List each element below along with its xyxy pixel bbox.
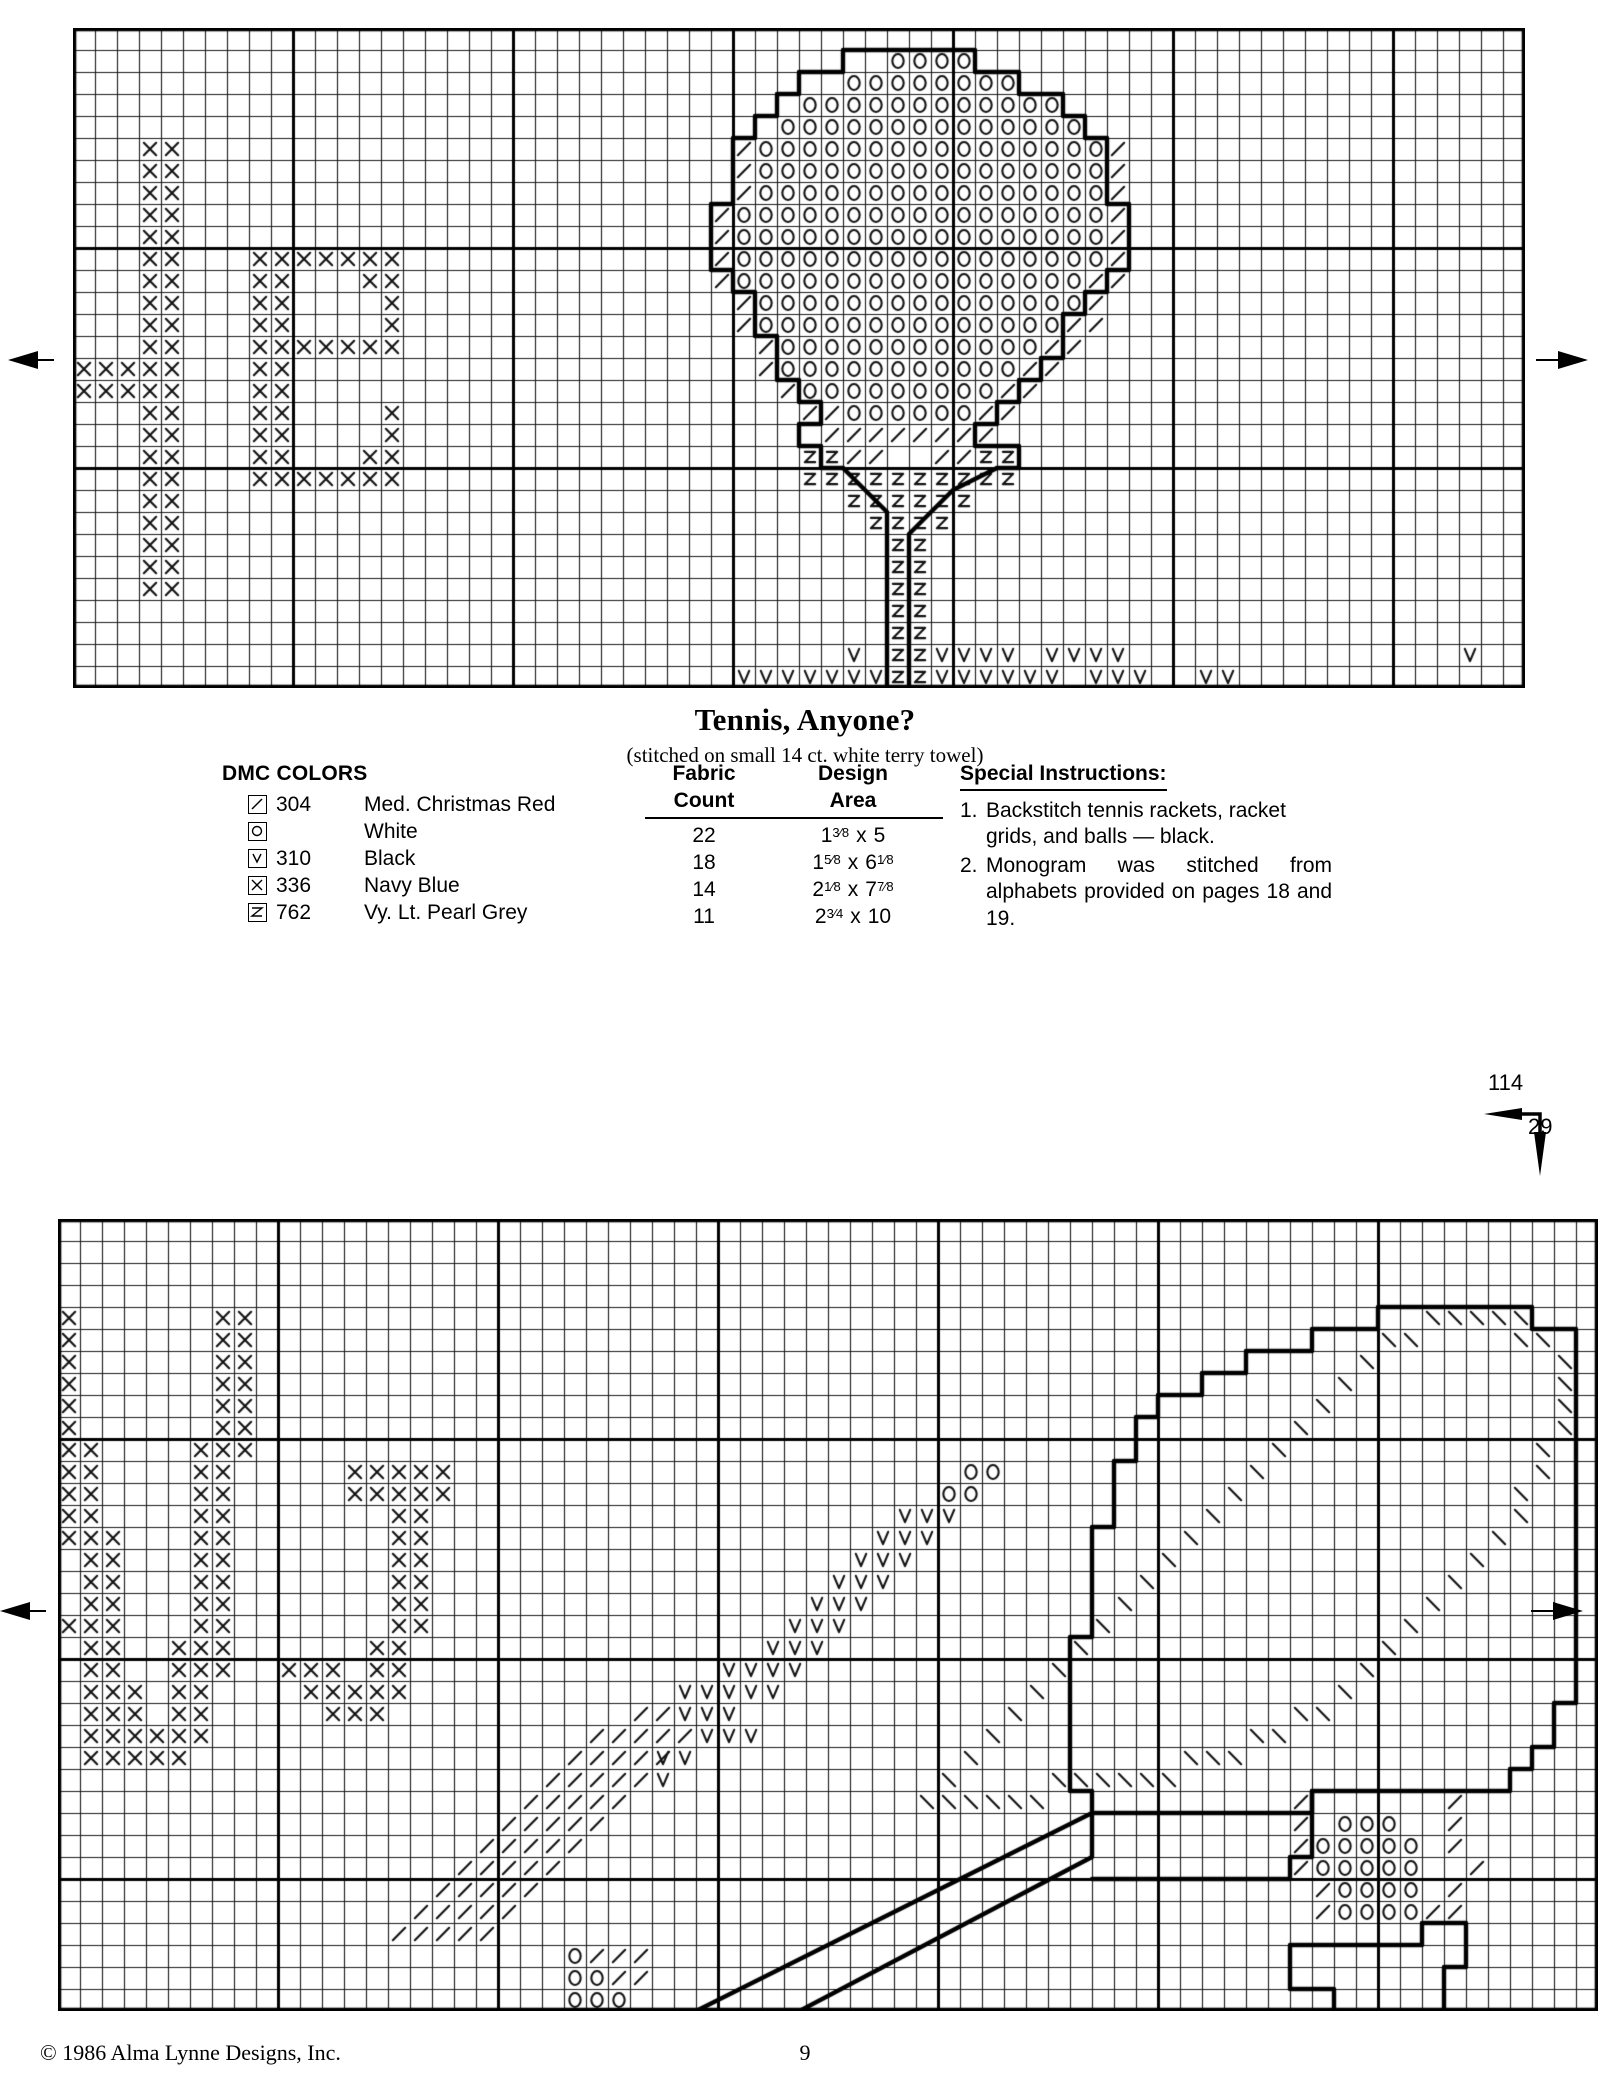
bottom-chart-center-arrow-left [0,1602,30,1620]
legend-row [222,791,555,818]
instruction-text: Monogram was stitched from alphabets provided on pages 18 and 19. [986,853,1332,930]
legend-color-name: White [364,819,418,843]
top-pattern-chart[interactable] [73,28,1525,688]
legend-color-name: Navy Blue [364,873,460,897]
instruction-item [960,798,1332,851]
legend-row [222,899,555,926]
stitch-count-marker [1478,1070,1598,1190]
fabric-count-header [645,762,763,819]
bottom-pattern-chart[interactable] [58,1219,1598,2011]
legend-dmc-number: 310 [276,846,312,870]
fabric-table-body [645,824,943,932]
design-area-header-line2: Area [763,789,943,819]
special-instructions [960,762,1332,934]
page-number: 9 [799,2040,811,2065]
legend-row [222,845,555,872]
page-footer [0,2040,1610,2070]
instructions-heading: Special Instructions: [960,762,1167,791]
top-chart-center-arrow-right [1558,351,1588,369]
fabric-design-table [645,762,943,932]
design-area-value: $2^{1⁄8}$ x $7^{7⁄8}$ [812,877,894,901]
instruction-item [960,853,1332,932]
fabric-table-row [645,878,943,905]
fabric-count-value: 22 [692,823,716,847]
fabric-count-header-line2: Count [645,789,763,819]
fabric-count-value: 14 [692,877,716,901]
stitch-count-width: 114 [1488,1070,1524,1095]
legend-row-list [222,791,555,926]
design-area-value: $2^{3⁄4}$ x 10 [814,904,892,928]
legend-dmc-number: 336 [276,873,312,897]
legend-dmc-number: 304 [276,792,312,816]
fabric-count-value: 18 [692,850,716,874]
top-chart-center-arrow-left [8,351,38,369]
stitch-count-height: 29 [1528,1114,1553,1139]
legend-dmc-number: 762 [276,900,312,924]
circle-symbol-icon [248,822,267,841]
instructions-list [960,798,1332,932]
fabric-table-row [645,905,943,932]
fabric-count-value: 11 [693,904,715,928]
design-area-value: $1^{3⁄8}$ x 5 [820,823,886,847]
fabric-count-header-line1: Fabric [672,762,736,785]
slash-symbol-icon [248,795,267,814]
design-area-header [763,762,943,819]
design-area-header-line1: Design [817,762,888,785]
vee-symbol-icon [248,849,267,868]
legend-color-name: Vy. Lt. Pearl Grey [364,900,528,924]
ex-symbol-icon [248,876,267,895]
fabric-table-headers [645,762,943,819]
instruction-number: 2. [960,853,978,877]
dmc-color-legend [222,762,555,926]
design-area-value: $1^{5⁄8}$ x $6^{1⁄8}$ [812,850,894,874]
instruction-text: Backstitch tennis rackets, racket grids, and balls — black. [986,799,1286,849]
legend-row [222,872,555,899]
copyright-notice: © 1986 Alma Lynne Designs, Inc. [40,2040,341,2065]
title-block [0,702,1610,768]
page-subtitle: (stitched on small 14 ct. white terry towel) [626,743,984,767]
fabric-table-row [645,851,943,878]
legend-color-name: Black [364,846,416,870]
legend-heading: DMC COLORS [222,762,368,785]
zed-symbol-icon [248,903,267,922]
legend-row [222,818,555,845]
legend-color-name: Med. Christmas Red [364,792,556,816]
fabric-table-row [645,824,943,851]
instruction-number: 1. [960,799,978,822]
page-title: Tennis, Anyone? [694,702,916,737]
